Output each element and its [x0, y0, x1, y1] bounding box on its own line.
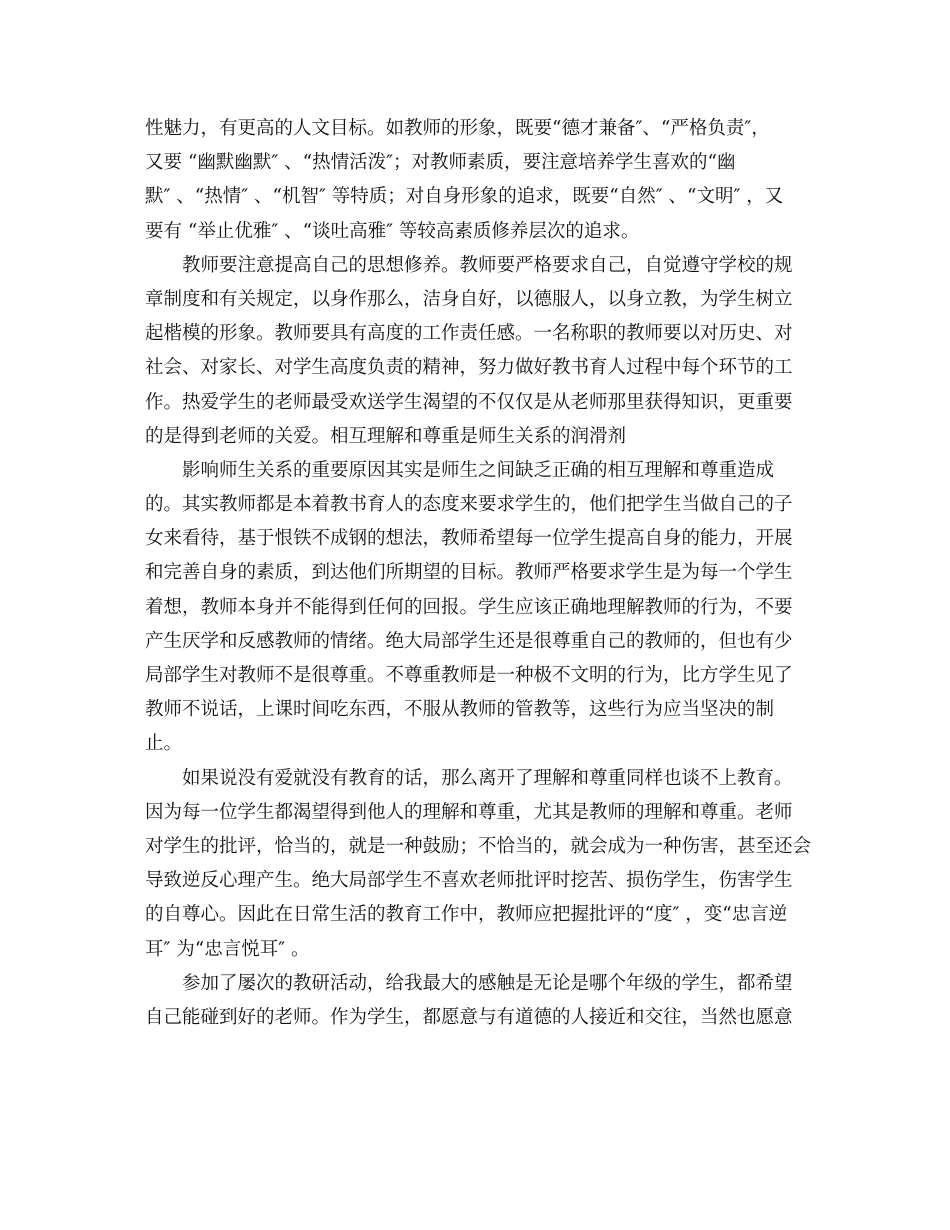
text-line: 默″ 、“热情″ 、“机智″ 等特质；对自身形象的追求，既要“自然″ 、“文明″ ，又: [145, 186, 784, 208]
paragraph-start-line: 如果说没有爱就没有教育的话，那么离开了理解和尊重同样也谈不上教育。: [182, 767, 793, 789]
document-body: [145, 112, 810, 1035]
text-line: 和完善自身的素质，到达他们所期望的目标。教师严格要求学生是为每一个学生: [145, 562, 793, 584]
text-line: 社会、对家长、对学生高度负责的精神，努力做好教书育人过程中每个环节的工: [145, 357, 793, 379]
text-line: 章制度和有关规定，以身作那么，洁身自好，以德服人，以身立教，为学生树立: [145, 288, 793, 310]
text-line: 对学生的批评，恰当的，就是一种鼓励；不恰当的，就会成为一种伤害，甚至还会: [145, 835, 812, 857]
text-line: 自己能碰到好的老师。作为学生，都愿意与有道德的人接近和交往，当然也愿意: [145, 1006, 793, 1028]
text-line: 产生厌学和反感教师的情绪。绝大局部学生还是很尊重自己的教师的，但也有少: [145, 630, 793, 652]
text-line: 起楷模的形象。教师要具有高度的工作责任感。一名称职的教师要以对历史、对: [145, 323, 793, 345]
paragraph-start-line: 教师要注意提高自己的思想修养。教师要严格要求自己，自觉遵守学校的规: [182, 254, 793, 276]
text-line: 的。其实教师都是本着教书育人的态度来要求学生的，他们把学生当做自己的子: [145, 494, 793, 516]
text-line: 又要 “幽默幽默″ 、“热情活泼″；对教师素质，要注意培养学生喜欢的“幽: [145, 152, 736, 174]
text-line: 着想，教师本身并不能得到任何的回报。学生应该正确地理解教师的行为，不要: [145, 596, 793, 618]
text-line: 局部学生对教师不是很尊重。不尊重教师是一种极不文明的行为，比方学生见了: [145, 665, 793, 686]
text-line: 因为每一位学生都渴望得到他人的理解和尊重，尤其是教师的理解和尊重。老师: [145, 801, 793, 823]
text-line: 的自尊心。因此在日常生活的教育工作中，教师应把握批评的“度″ ，变“忠言逆: [145, 904, 788, 926]
text-line: 作。热爱学生的老师最受欢送学生渴望的不仅仅是从老师那里获得知识，更重要: [145, 391, 793, 413]
paragraph-start-line: 影响师生关系的重要原因其实是师生之间缺乏正确的相互理解和尊重造成: [182, 459, 775, 481]
text-line: 耳″ 为“忠言悦耳″ 。: [145, 938, 310, 960]
text-line: 性魅力，有更高的人文目标。如教师的形象，既要“德才兼备″、“严格负责″，: [145, 118, 770, 139]
text-line: 教师不说话，上课时间吃东西，不服从教师的管教等，这些行为应当坚决的制: [145, 699, 775, 721]
text-line: 导致逆反心理产生。绝大局部学生不喜欢老师批评时挖苦、损伤学生，伤害学生: [145, 870, 793, 892]
text-line: 的是得到老师的关爱。相互理解和尊重是师生关系的润滑剂: [145, 425, 627, 447]
paragraph-start-line: 参加了屡次的教研活动，给我最大的感触是无论是哪个年级的学生，都希望: [182, 972, 793, 994]
text-line: 止。: [145, 733, 183, 755]
text-line: 要有 “举止优雅″ 、“谈吐高雅″ 等较高素质修养层次的追求。: [145, 220, 640, 242]
text-line: 女来看待，基于恨铁不成钢的想法，教师希望每一位学生提高自身的能力，开展: [145, 528, 793, 550]
